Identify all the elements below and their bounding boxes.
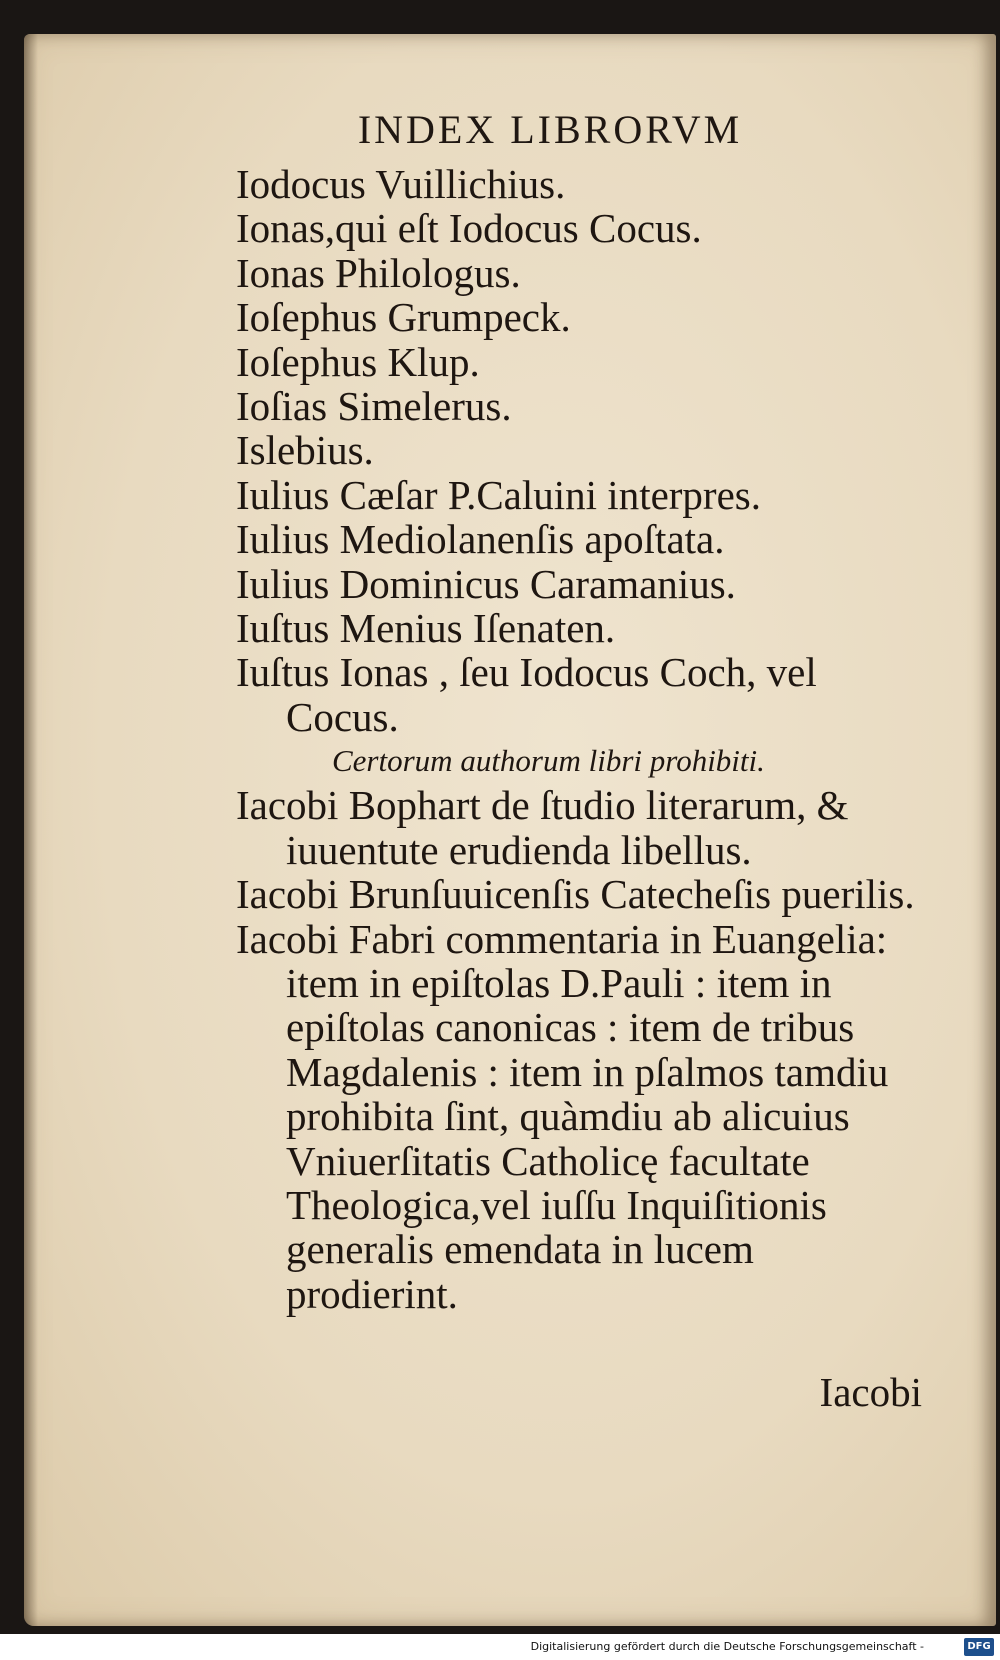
index-entry: Ionas,qui eſt Iodocus Cocus. <box>236 205 702 252</box>
index-entry: Ionas Philologus. <box>236 249 521 296</box>
index-entry: Iodocus Vuillichius. <box>236 161 566 207</box>
section-subheading: Certorum authorum libri prohibiti. <box>332 743 765 779</box>
index-entry: Ioſias Simelerus. <box>236 383 512 430</box>
index-entry: Iuſtus Ionas , ſeu Iodocus Coch, vel Cocus. <box>236 649 817 740</box>
catchword: Iacobi <box>819 1369 922 1415</box>
running-header: INDEX LIBRORVM <box>357 107 743 152</box>
page-gutter-shadow <box>24 34 38 1626</box>
prohibited-entry: Iacobi Bophart de ſtudio literarum, & iuuentute erudienda libellus. <box>236 782 849 873</box>
index-entry: Iulius Mediolanenſis apoſtata. <box>236 516 725 563</box>
prohibited-entry: Iacobi Fabri commentaria in Euangelia: item in epiſtolas D.Pauli : item in epiſtolas canonicas : item de tribus Magdalenis : item in pſalmos tamdiu prohibita ſint, quàmdiu ab alicuius Vniuerſitatis Catholicę facultate Theologica,vel iuſſu Inquiſitionis generalis emendata in lucem prodierint. <box>236 915 889 1317</box>
index-entry: Ioſephus Grumpeck. <box>236 294 571 341</box>
dfg-logo-icon: DFG <box>964 1638 994 1656</box>
digitization-credit: Digitalisierung gefördert durch die Deutsche Forschungsgemeinschaft - <box>523 1634 970 1660</box>
page-text <box>236 162 936 1316</box>
index-entry: Iuſtus Menius Iſenaten. <box>236 605 616 652</box>
index-entry: Iulius Cæſar P.Caluini interpres. <box>236 471 761 518</box>
index-entry: Iulius Dominicus Caramanius. <box>236 560 736 607</box>
prohibited-entry: Iacobi Brunſuuicenſis Catecheſis puerilis. <box>236 871 915 918</box>
index-entry: Islebius. <box>236 427 374 474</box>
index-entry: Ioſephus Klup. <box>236 338 480 385</box>
